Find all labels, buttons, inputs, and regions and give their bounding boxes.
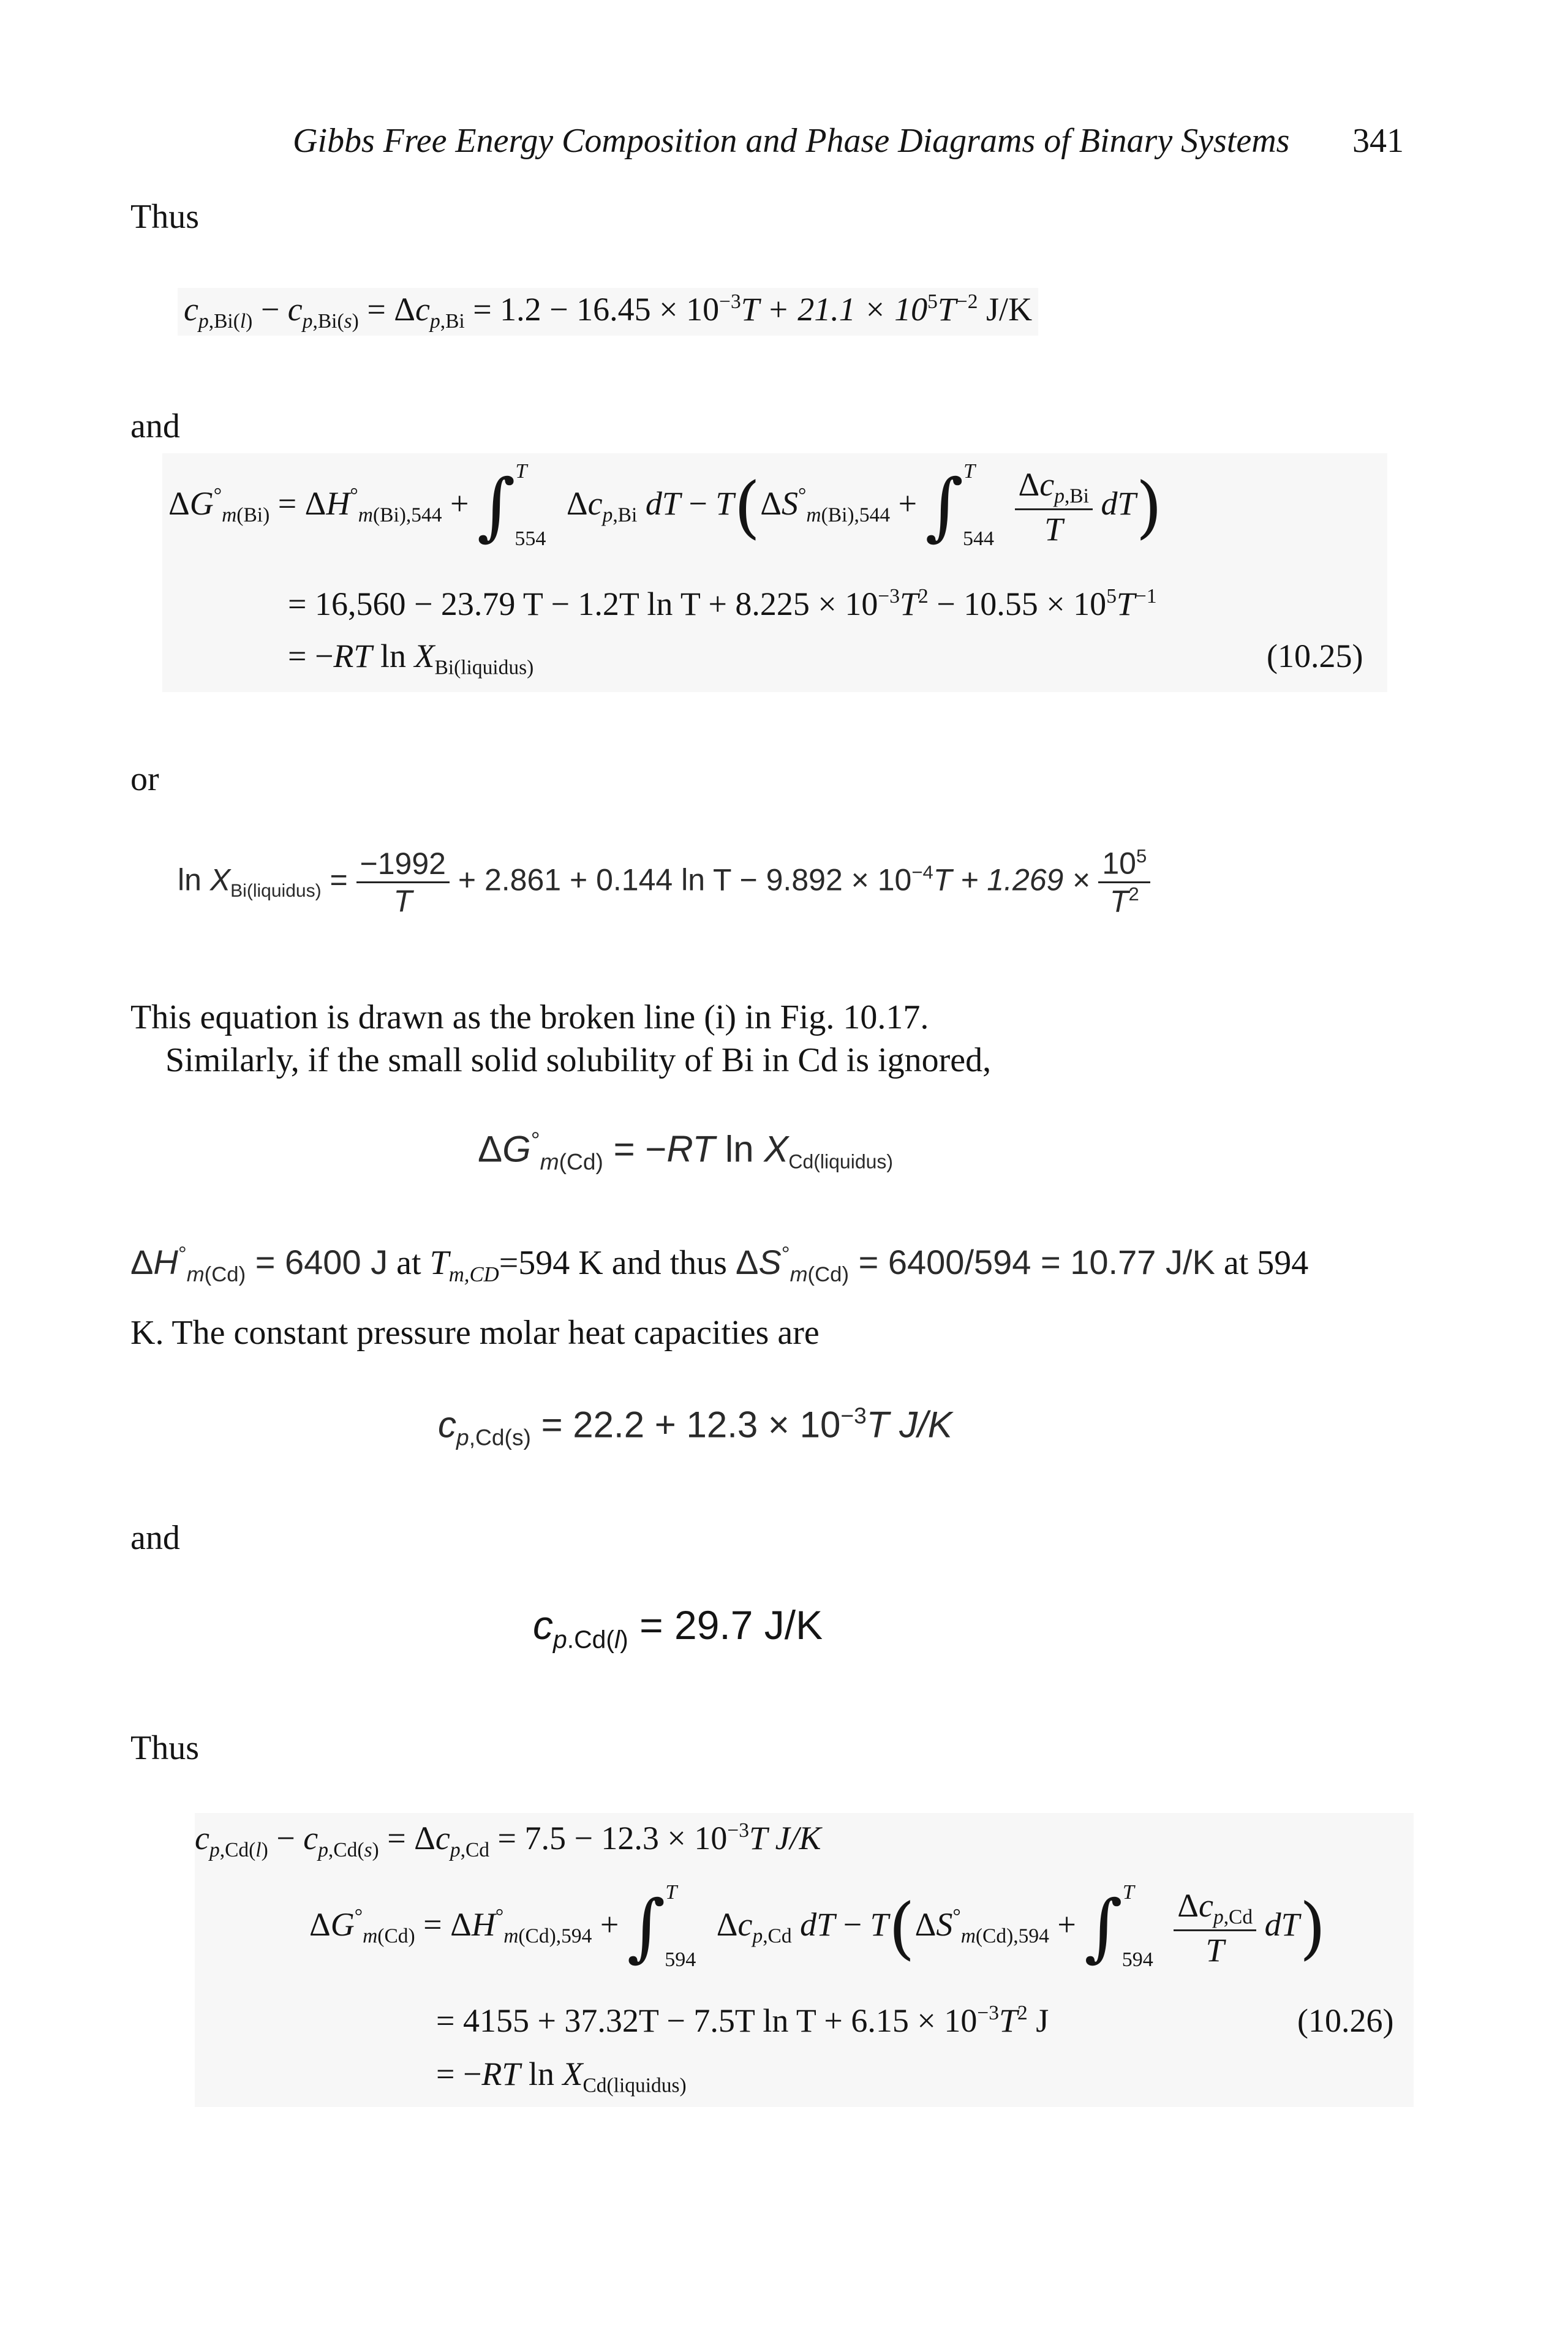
equation-ln-x-bi: $\ln X_{Bi(liquidus)}$ = $\frac{-1992}{T}$ + 2.861 + 0.144 $\ln T - 9.892 \times 10^{-4}T + 1.269$ × $\frac{10^5}{T^2}$ [178,845,1150,919]
paragraph-similarly: Similarly, if the small solid solubility of Bi in Cd is ignored, [165,1041,992,1079]
equation-cp-cd-l: $c_{p.Cd(l)} = 29.7$ J/K [533,1602,823,1654]
paragraph-heat-capacities: K. The constant pressure molar heat capacities are [130,1314,820,1352]
equation-cp-cd-s: $c_{p,Cd(s)} = 22.2 + 12.3 \times 10^{-3}T$ J/K [438,1403,952,1450]
equation-cp-bi: $c_{p,Bi(l)} - c_{p,Bi(s)} = \Delta c_{p,Bi} = 1.2 - 16.45 \times 10^{-3}T + 21.1 \times 10^5T^{-2}$ J/K [178,288,1038,336]
paragraph-broken-line: This equation is drawn as the broken line (i) in Fig. 10.17. [130,998,929,1036]
equation-dg-bi-line3: = −RT $\ln X_{Bi(liquidus)}$ [288,638,534,679]
equation-dg-cd-short: $\Delta G^\circ_{m(Cd)} = -RT$ $\ln X_{Cd(liquidus)}$ [478,1127,894,1175]
equation-dg-bi-line2: = 16,560 − 23.79 T − 1.2T $\ln T + 8.225 \times 10^{-3}T^2 - 10.55 \times 10^5T^{-1}$ [288,585,1157,623]
text-and-1: and [130,407,180,445]
text-thus-2: Thus [130,1729,199,1767]
text-and-2: and [130,1519,180,1557]
running-title: Gibbs Free Energy Composition and Phase Diagrams of Binary Systems [293,122,1290,160]
page-number: 341 [1352,122,1404,160]
equation-dg-cd-line3: = −RT $\ln X_{Cd(liquidus)}$ [436,2056,687,2097]
line-dh-ds-cd: $\Delta H^\circ_{m(Cd)} = 6400$ J at $T_{m,CD}=594$ K and thus $\Delta S^\circ_{m(Cd)} = 6400/594 = 10.77$ J/K at 594 [130,1243,1309,1287]
text-thus-1: Thus [130,198,199,236]
text-or: or [130,760,159,798]
equation-dg-cd-line1: $\Delta G^\circ_{m(Cd)} = \Delta H^\circ_{m(Cd),594} + \int^T_{594}$ $\Delta c_{p,Cd}$ dT − $T(\Delta S^\circ_{m(Cd),594} + \int^T_{594}$ $\frac{\Delta c_{p,Cd}}{T}$ dT) [309,1880,1326,1971]
equation-dg-cd-line2: = 4155 + 37.32T − 7.5T $\ln T + 6.15 \times 10^{-3}T^2$ J [436,2002,1049,2040]
equation-label-1025: (10.25) [1267,638,1363,674]
equation-label-1026: (10.26) [1297,2002,1394,2039]
equation-dg-bi-line1: $\Delta G^\circ_{m(Bi)} = \Delta H^\circ_{m(Bi),544} + \int^T_{554}$ $\Delta c_{p,Bi}$ dT − $T(\Delta S^\circ_{m(Bi),544} + \int^T_{544}$ $\frac{\Delta c_{p,Bi}}{T}$ dT) [168,459,1163,550]
equation-cp-cd-diff: $c_{p,Cd(l)} - c_{p,Cd(s)} = \Delta c_{p,Cd} = 7.5 - 12.3 \times 10^{-3}T$ J/K [195,1819,821,1861]
